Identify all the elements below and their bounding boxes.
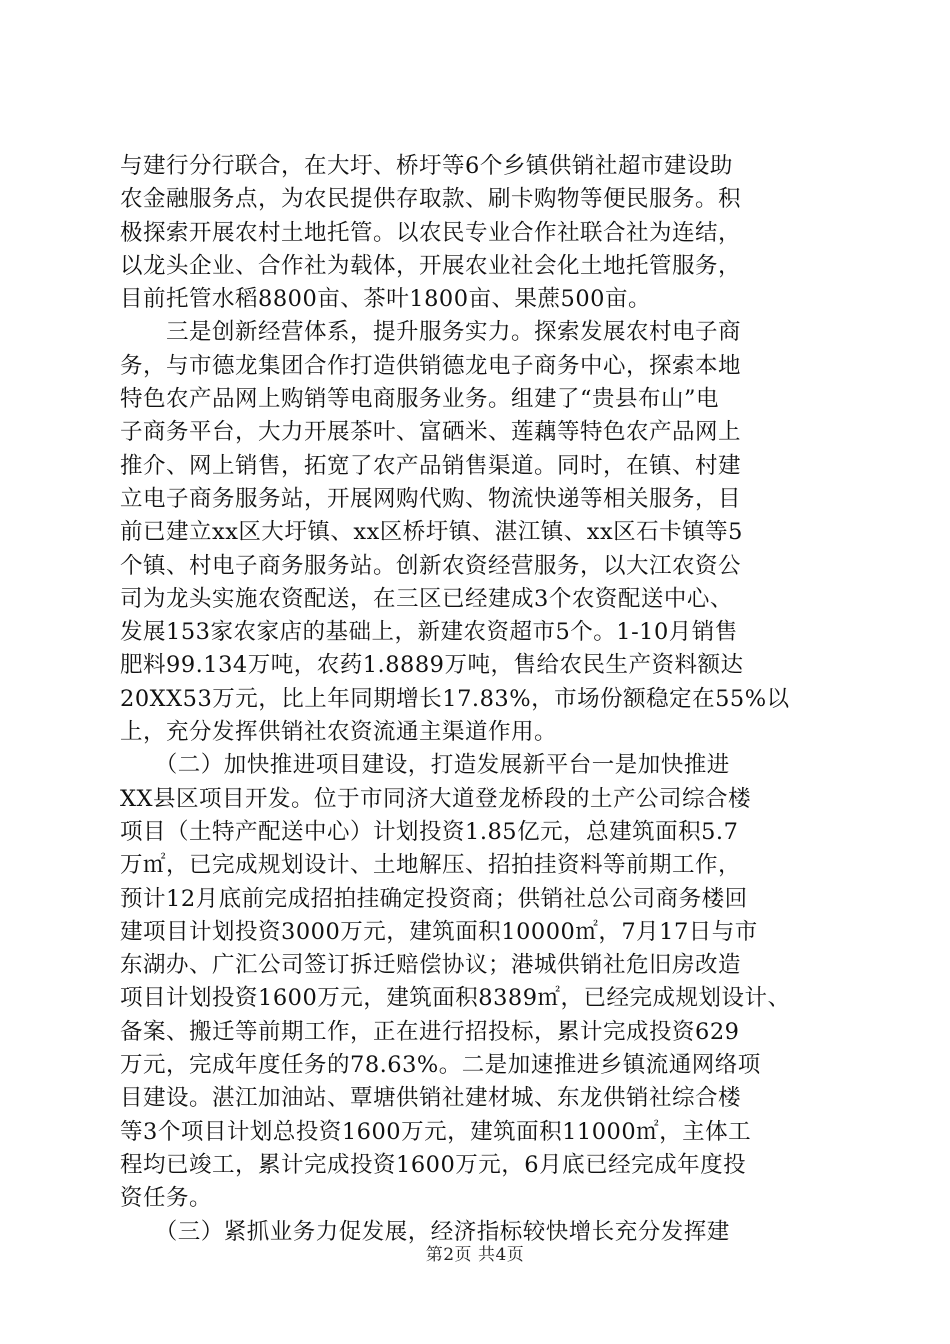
text-line: 农金融服务点，为农民提供存取款、刷卡购物等便民服务。积 — [120, 186, 742, 213]
page-footer: 第2页 共4页 — [425, 1245, 525, 1265]
text-line: 个镇、村电子商务服务站。创新农资经营服务，以大江农资公 — [120, 552, 742, 579]
text-line: 发展153家农家店的基础上，新建农资超市5个。1-10月销售 — [120, 619, 738, 646]
text-line: 等3个项目计划总投资1600万元，建筑面积11000㎡，主体工 — [120, 1118, 752, 1145]
text-line: 万㎡，已完成规划设计、土地解压、招拍挂资料等前期工作， — [120, 852, 742, 879]
text-line: XX县区项目开发。位于市同济大道登龙桥段的土产公司综合楼 — [120, 785, 752, 812]
text-line: 肥料99.134万吨，农药1.8889万吨，售给农民生产资料额达 — [120, 652, 744, 679]
text-line: 目建设。湛江加油站、覃塘供销社建材城、东龙供销社综合楼 — [120, 1085, 742, 1112]
text-line: 司为龙头实施农资配送，在三区已经建成3个农资配送中心、 — [120, 585, 733, 612]
text-line: （二）加快推进项目建设，打造发展新平台一是加快推进 — [120, 752, 730, 779]
text-line: 东湖办、广汇公司签订拆迁赔偿协议；港城供销社危旧房改造 — [120, 952, 742, 979]
text-line: 建项目计划投资3000万元，建筑面积10000㎡，7月17日与市 — [120, 918, 758, 945]
text-line: 目前托管水稻8800亩、茶叶1800亩、果蔗500亩。 — [120, 286, 651, 313]
text-line: 前已建立xx区大圩镇、xx区桥圩镇、湛江镇、xx区石卡镇等5 — [120, 519, 743, 546]
body-text — [120, 150, 840, 1249]
text-line: 项目计划投资1600万元，建筑面积8389㎡，已经完成规划设计、 — [120, 985, 791, 1012]
text-line: 务，与市德龙集团合作打造供销德龙电子商务中心，探索本地 — [120, 352, 742, 379]
text-line: 子商务平台，大力开展茶叶、富硒米、莲藕等特色农产品网上 — [120, 419, 742, 446]
text-line: 资任务。 — [120, 1185, 213, 1212]
text-line: 上，充分发挥供销社农资流通主渠道作用。 — [120, 719, 558, 746]
text-line: 备案、搬迁等前期工作，正在进行招投标，累计完成投资629 — [120, 1018, 740, 1045]
text-line: 立电子商务服务站，开展网购代购、物流快递等相关服务，目 — [120, 485, 742, 512]
text-line: （三）紧抓业务力促发展，经济指标较快增长充分发挥建 — [120, 1218, 730, 1245]
text-line: 推介、网上销售，拓宽了农产品销售渠道。同时，在镇、村建 — [120, 452, 742, 479]
text-line: 20XX53万元，比上年同期增长17.83%，市场份额稳定在55%以 — [120, 685, 790, 712]
text-line: 万元，完成年度任务的78.63%。二是加速推进乡镇流通网络项 — [120, 1052, 761, 1079]
text-line: 特色农产品网上购销等电商服务业务。组建了“贵县布山”电 — [120, 386, 720, 413]
text-line: 三是创新经营体系，提升服务实力。探索发展农村电子商 — [120, 319, 742, 346]
text-line: 程均已竣工，累计完成投资1600万元，6月底已经完成年度投 — [120, 1151, 747, 1178]
text-line: 以龙头企业、合作社为载体，开展农业社会化土地托管服务， — [120, 252, 742, 279]
text-line: 项目（土特产配送中心）计划投资1.85亿元，总建筑面积5.7 — [120, 818, 739, 845]
text-line: 极探索开展农村土地托管。以农民专业合作社联合社为连结， — [120, 219, 742, 246]
text-line: 预计12月底前完成招拍挂确定投资商；供销社总公司商务楼回 — [120, 885, 748, 912]
text-line: 与建行分行联合，在大圩、桥圩等6个乡镇供销社超市建设助 — [120, 153, 733, 179]
